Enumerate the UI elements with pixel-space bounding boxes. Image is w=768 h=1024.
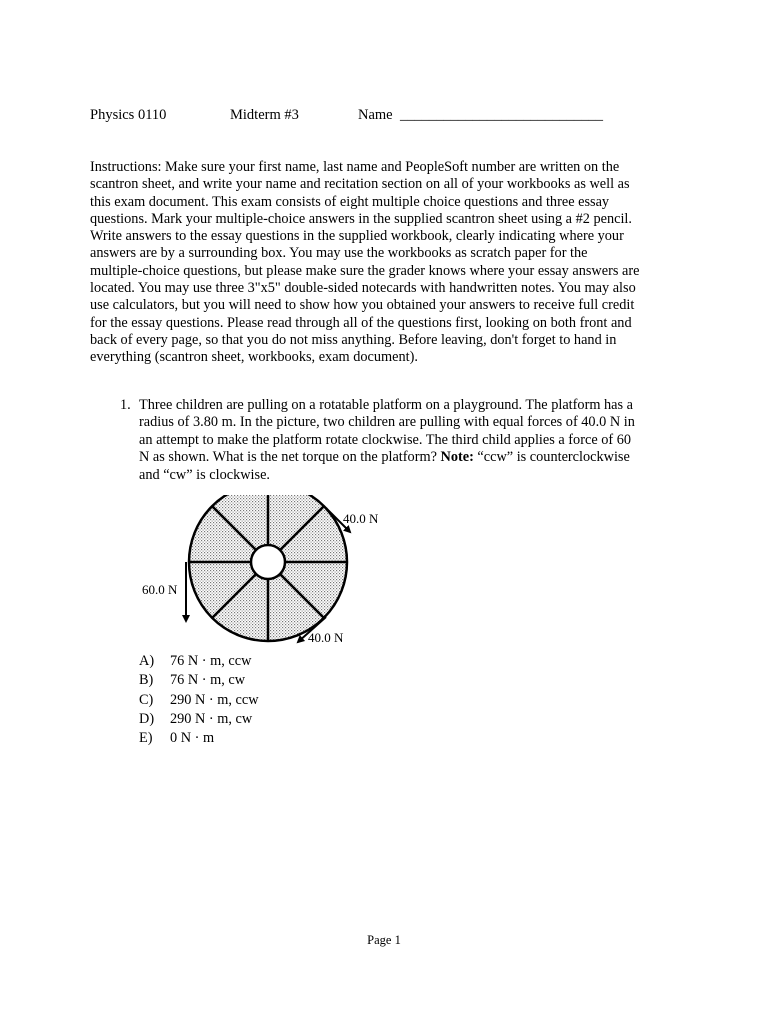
instruction-line: located. You may use three 3"x5" double-sided notecards with handwritten notes. You may also [90, 280, 636, 297]
instruction-line: answers are by a surrounding box. You may use the workbooks as scratch paper for the [90, 245, 588, 262]
instruction-line: use calculators, but you will need to show how you obtained your answers to receive full credit [90, 297, 635, 314]
name-label: Name [358, 107, 393, 123]
choice-text: 290 N · m, ccw [170, 691, 259, 708]
force-label-top-right: 40.0 N [343, 511, 378, 526]
question-number: 1. [120, 397, 131, 413]
question-text [139, 397, 679, 484]
question-line [139, 449, 679, 466]
question-line: an attempt to make the platform rotate clockwise. The third child applies a force of 60 [139, 431, 632, 448]
note-label: Note: [440, 449, 474, 466]
choice-text: 290 N · m, cw [170, 710, 253, 727]
choice-text: 76 N · m, cw [170, 672, 246, 689]
choice-text: 0 N · m [170, 730, 215, 747]
name-field[interactable]: ____________________________ [400, 107, 603, 123]
exam-title: Midterm #3 [230, 107, 299, 123]
question-line4-pre: N as shown. What is the net torque on the platform? [139, 449, 441, 466]
instruction-line: multiple-choice questions, but please make sure the grader knows where your essay answers are [90, 262, 640, 279]
instructions-paragraph [90, 159, 670, 367]
instruction-line: back of every page, so that you do not miss anything. Before leaving, don't forget to hand in [90, 331, 617, 348]
instruction-line: this exam document. This exam consists of eight multiple choice questions and three essay [90, 193, 610, 210]
instruction-line: Write answers to the essay questions in the supplied workbook, clearly indicating where your [90, 228, 624, 245]
choice-letter: B) [139, 672, 154, 689]
instruction-line: scantron sheet, and write your name and recitation section on all of your workbooks as well as [90, 176, 630, 193]
platform-hub [251, 545, 285, 579]
choice-text: 76 N · m, ccw [170, 653, 252, 669]
instruction-line: questions. Mark your multiple-choice answers in the supplied scantron sheet using a #2 pencil. [90, 210, 632, 227]
question-line: Three children are pulling on a rotatable platform on a playground. The platform has a [139, 397, 633, 413]
choice-letter: A) [139, 653, 155, 669]
instruction-line: everything (scantron sheet, workbooks, exam document). [90, 349, 418, 366]
page-number: Page 1 [367, 933, 401, 947]
instruction-line: for the essay questions. Please read through all of the questions first, looking on both front and [90, 314, 632, 331]
question-line: and “cw” is clockwise. [139, 466, 271, 483]
instruction-line: Instructions: Make sure your first name, last name and PeopleSoft number are written on the [90, 159, 620, 175]
force-label-left: 60.0 N [142, 582, 178, 597]
platform-diagram [138, 495, 378, 655]
question-line4-post: “ccw” is counterclockwise [473, 449, 630, 466]
choice-letter: D) [139, 710, 155, 727]
force-label-bottom-right: 40.0 N [308, 630, 344, 645]
course-title: Physics 0110 [90, 107, 167, 123]
question-line: radius of 3.80 m. In the picture, two children are pulling with equal forces of 40.0 N in [139, 414, 635, 431]
choice-letter: E) [139, 730, 153, 747]
choice-letter: C) [139, 691, 154, 708]
